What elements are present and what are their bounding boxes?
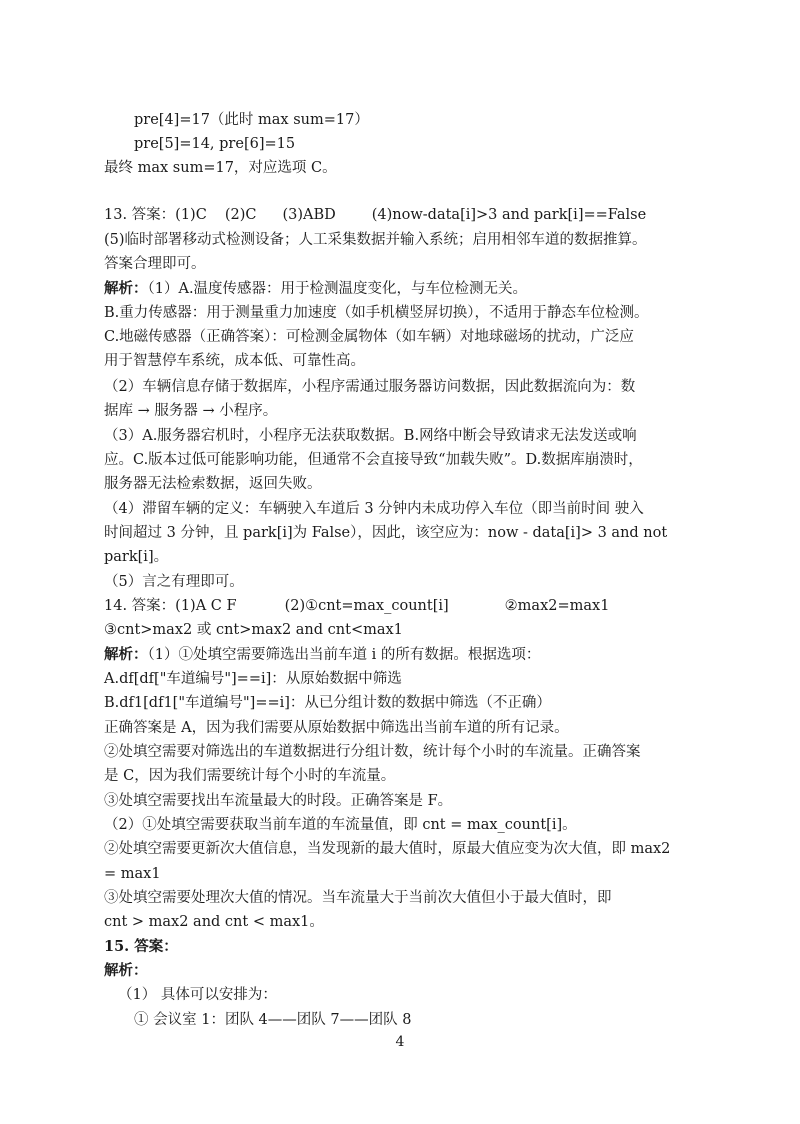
- answer-14-part2: (2)①cnt=max_count[i]: [284, 598, 449, 614]
- text-line: 是 C，因为我们需要统计每个小时的车流量。: [104, 768, 396, 784]
- text-line: 正确答案是 A，因为我们需要从原始数据中筛选出当前车道的所有记录。: [104, 720, 569, 736]
- text-line: （5）言之有理即可。: [104, 574, 244, 590]
- text-line: park[i]。: [104, 549, 169, 565]
- answer-15-label: 15. 答案：: [104, 938, 178, 955]
- analysis-text: （1）A.温度传感器：用于检测温度变化，与车位检测无关。: [147, 281, 528, 297]
- answer-13-line: [104, 205, 646, 225]
- answer-14-part3: ②max2=max1: [504, 598, 610, 614]
- text-line: ②处填空需要更新次大值信息，当发现新的最大值时，原最大值应变为次大值，即 max2: [104, 841, 671, 857]
- analysis-text: （1）①处填空需要筛选出当前车道 i 的所有数据。根据选项：: [147, 647, 541, 663]
- text-line: B.重力传感器：用于测量重力加速度（如手机横竖屏切换），不适用于静态车位检测。: [104, 305, 649, 321]
- text-line: ③cnt>max2 或 cnt>max2 and cnt<max1: [104, 622, 403, 638]
- text-line: pre[5]=14, pre[6]=15: [134, 136, 296, 152]
- text-line: 用于智慧停车系统，成本低、可靠性高。: [104, 353, 365, 369]
- analysis-15-line: [104, 961, 148, 981]
- text-line: 服务器无法检索数据，返回失败。: [104, 476, 322, 492]
- analysis-label: 解析：: [104, 962, 148, 979]
- answer-14-part1: 14. 答案：(1)A C F: [104, 598, 237, 614]
- text-line: 时间超过 3 分钟，且 park[i]为 False），因此，该空应为：now - data[i]> 3 and not: [104, 525, 668, 541]
- text-line: （1） 具体可以安排为：: [118, 987, 277, 1003]
- text-line: ① 会议室 1：团队 4——团队 7——团队 8: [134, 1012, 412, 1028]
- analysis-label: 解析：: [104, 280, 148, 297]
- text-line: 最终 max sum=17，对应选项 C。: [104, 160, 337, 176]
- text-line: （4）滞留车辆的定义：车辆驶入车道后 3 分钟内未成功停入车位（即当前时间 驶入: [104, 501, 644, 517]
- text-line: C.地磁传感器（正确答案）：可检测金属物体（如车辆）对地球磁场的扰动，广泛应: [104, 329, 634, 345]
- text-line: (5)临时部署移动式检测设备；人工采集数据并输入系统；启用相邻车道的数据推算。: [104, 232, 647, 248]
- answer-13-part3: (3)ABD: [282, 207, 336, 223]
- text-line: A.df[df["车道编号"]==i]：从原始数据中筛选: [104, 671, 402, 687]
- analysis-14-line: [104, 645, 540, 665]
- text-line: （2）①处填空需要获取当前车道的车流量值，即 cnt = max_count[i]。: [104, 817, 577, 833]
- text-line: cnt > max2 and cnt < max1。: [104, 914, 324, 930]
- text-line: = max1: [104, 866, 161, 882]
- text-line: pre[4]=17（此时 max sum=17）: [134, 112, 369, 128]
- analysis-label: 解析：: [104, 646, 148, 663]
- answer-14-line: [104, 596, 609, 616]
- text-line: 答案合理即可。: [104, 256, 206, 272]
- text-line: B.df1[df1["车道编号"]==i]：从已分组计数的数据中筛选（不正确）: [104, 695, 551, 711]
- answer-13-part2: (2)C: [224, 207, 257, 223]
- answer-13-part4: (4)now-data[i]>3 and park[i]==False: [371, 207, 647, 223]
- text-line: （2）车辆信息存储于数据库，小程序需通过服务器访问数据，因此数据流向为：数: [104, 379, 636, 395]
- text-line: ③处填空需要处理次大值的情况。当车流量大于当前次大值但小于最大值时，即: [104, 890, 612, 906]
- answer-15-line: [104, 937, 178, 957]
- text-line: 据库 → 服务器 → 小程序。: [104, 403, 278, 419]
- analysis-13-line: [104, 279, 527, 299]
- text-line: 应。C.版本过低可能影响功能，但通常不会直接导致“加载失败”。D.数据库崩溃时，: [104, 452, 643, 468]
- text-line: ②处填空需要对筛选出的车道数据进行分组计数，统计每个小时的车流量。正确答案: [104, 744, 641, 760]
- page-number: 4: [395, 1034, 405, 1050]
- text-line: （3）A.服务器宕机时，小程序无法获取数据。B.网络中断会导致请求无法发送或响: [104, 428, 637, 444]
- text-line: ③处填空需要找出车流量最大的时段。正确答案是 F。: [104, 793, 453, 809]
- answer-13-part1: 13. 答案：(1)C: [104, 207, 207, 223]
